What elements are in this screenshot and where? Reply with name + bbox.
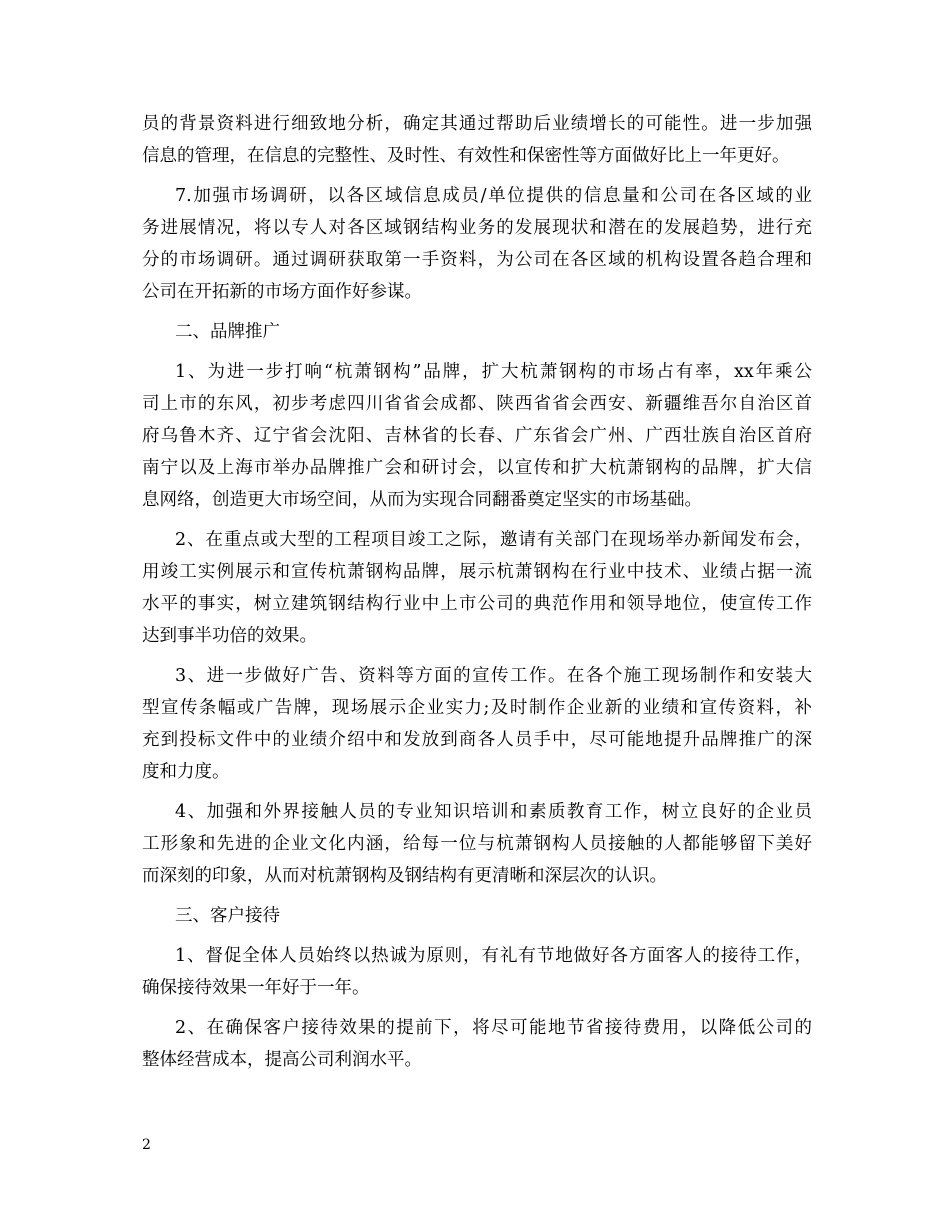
text-line: 员的背景资料进行细致地分析，确定其通过帮助后业绩增长的可能性。进一步加强 (142, 114, 812, 134)
text-line: 用竣工实例展示和宣传杭萧钢构品牌，展示杭萧钢构在行业中技术、业绩占据一流 (142, 562, 812, 582)
text-line: 司上市的东风，初步考虑四川省省会成都、陕西省省会西安、新疆维吾尔自治区首 (142, 394, 812, 414)
text-line: 整体经营成本，提高公司利润水平。 (142, 1050, 422, 1070)
text-line: 充到投标文件中的业绩介绍中和发放到商各人员手中，尽可能地提升品牌推广的深 (142, 730, 812, 750)
text-line: 而深刻的印象，从而对杭萧钢构及钢结构有更清晰和深层次的认识。 (142, 866, 667, 886)
page-number: 2 (142, 1137, 151, 1153)
text-line: 南宁以及上海市举办品牌推广会和研讨会，以宣传和扩大杭萧钢构的品牌，扩大信 (142, 458, 812, 478)
text-line: 府乌鲁木齐、辽宁省会沈阳、吉林省的长春、广东省会广州、广西壮族自治区首府 (142, 426, 812, 446)
text-line: 信息的管理，在信息的完整性、及时性、有效性和保密性等方面做好比上一年更好。 (142, 146, 790, 166)
section-heading-customer-reception (142, 900, 812, 932)
paragraph-brand-item-2 (142, 524, 812, 652)
paragraph-background-analysis (142, 108, 812, 172)
section-heading: 二、品牌推广 (175, 322, 280, 342)
paragraph-reception-item-1 (142, 940, 812, 1004)
paragraph-market-research (142, 180, 812, 308)
section-heading: 三、客户接待 (175, 906, 280, 926)
paragraph-brand-item-4 (142, 796, 812, 892)
paragraph-reception-item-2 (142, 1012, 812, 1076)
text-line: 1、督促全体人员始终以热诚为原则，有礼有节地做好各方面客人的接待工作， (175, 946, 812, 966)
text-line: 3、进一步做好广告、资料等方面的宣传工作。在各个施工现场制作和安装大 (175, 666, 812, 686)
section-heading-brand-promotion (142, 316, 812, 348)
text-line: 7.加强市场调研，以各区域信息成员/单位提供的信息量和公司在各区域的业 (175, 186, 812, 206)
paragraph-brand-item-1 (142, 356, 812, 516)
text-line: 工形象和先进的企业文化内涵，给每一位与杭萧钢构人员接触的人都能够留下美好 (142, 834, 812, 854)
text-line: 公司在开拓新的市场方面作好参谋。 (142, 282, 422, 302)
text-line: 2、在确保客户接待效果的提前下，将尽可能地节省接待费用，以降低公司的 (175, 1018, 812, 1038)
document-body (142, 108, 812, 1076)
text-line: 水平的事实，树立建筑钢结构行业中上市公司的典范作用和领导地位，使宣传工作 (142, 594, 812, 614)
text-line: 4、加强和外界接触人员的专业知识培训和素质教育工作，树立良好的企业员 (175, 802, 812, 822)
text-line: 2、在重点或大型的工程项目竣工之际，邀请有关部门在现场举办新闻发布会， (175, 530, 812, 550)
text-line: 度和力度。 (142, 762, 230, 782)
text-line: 型宣传条幅或广告牌，现场展示企业实力;及时制作企业新的业绩和宣传资料，补 (142, 698, 812, 718)
text-line: 务进展情况，将以专人对各区域钢结构业务的发展现状和潜在的发展趋势，进行充 (142, 218, 812, 238)
text-line: 达到事半功倍的效果。 (142, 626, 317, 646)
text-line: 分的市场调研。通过调研获取第一手资料，为公司在各区域的机构设置各趋合理和 (142, 250, 812, 270)
paragraph-brand-item-3 (142, 660, 812, 788)
text-line: 1、为进一步打响“杭萧钢构”品牌，扩大杭萧钢构的市场占有率，xx年乘公 (175, 362, 812, 382)
text-line: 息网络，创造更大市场空间，从而为实现合同翻番奠定坚实的市场基础。 (142, 490, 702, 510)
text-line: 确保接待效果一年好于一年。 (142, 978, 370, 998)
